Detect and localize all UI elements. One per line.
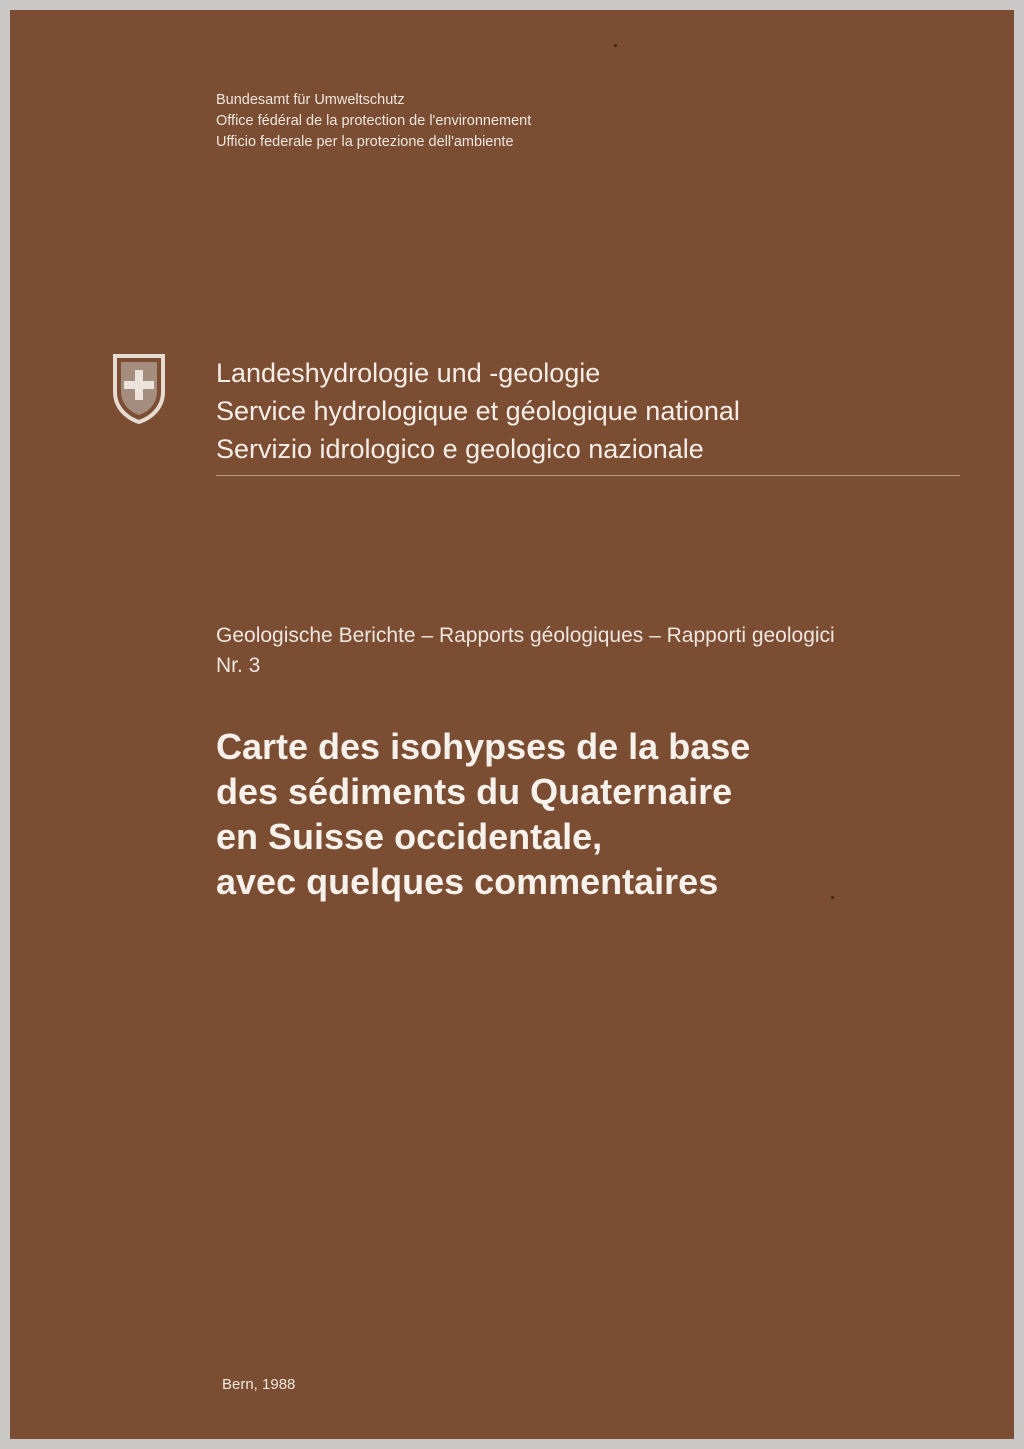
swiss-coat-of-arms-icon bbox=[109, 350, 169, 426]
horizontal-divider bbox=[216, 475, 960, 476]
agency-italian: Servizio idrologico e geologico nazionale bbox=[216, 434, 704, 464]
title-line-3: en Suisse occidentale, bbox=[216, 816, 603, 857]
federal-office-italian: Ufficio federale per la protezione dell'ambiente bbox=[216, 134, 514, 150]
agency-block bbox=[216, 354, 740, 468]
title-line-1: Carte des isohypses de la base bbox=[216, 726, 751, 767]
title-line-2: des sédiments du Quaternaire bbox=[216, 771, 733, 812]
federal-office-block bbox=[216, 90, 531, 153]
federal-office-french: Office fédéral de la protection de l'environnement bbox=[216, 113, 532, 129]
title-line-4: avec quelques commentaires bbox=[216, 861, 719, 902]
report-cover bbox=[10, 10, 1014, 1439]
series-name: Geologische Berichte – Rapports géologiques – Rapporti geologici bbox=[216, 624, 835, 647]
agency-french: Service hydrologique et géologique national bbox=[216, 396, 740, 426]
agency-german: Landeshydrologie und -geologie bbox=[216, 358, 601, 388]
place-and-year: Bern, 1988 bbox=[222, 1376, 296, 1393]
print-speck bbox=[614, 44, 617, 47]
report-title bbox=[216, 724, 750, 904]
series-block bbox=[216, 621, 835, 681]
series-number: Nr. 3 bbox=[216, 654, 261, 677]
print-speck bbox=[831, 896, 834, 899]
federal-office-german: Bundesamt für Umweltschutz bbox=[216, 92, 405, 108]
